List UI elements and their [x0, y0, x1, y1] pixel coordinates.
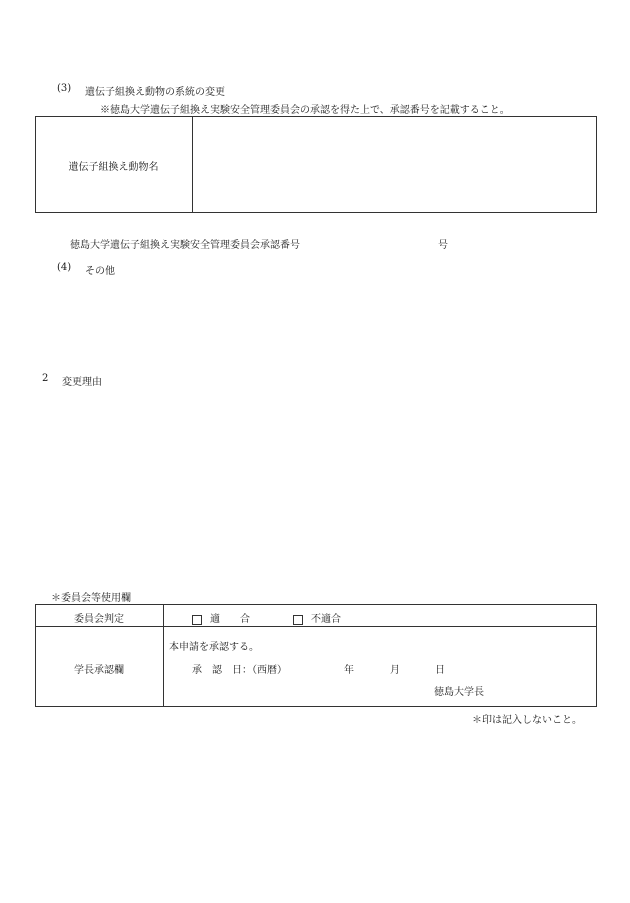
animal-name-label: 遺伝子組換え動物名 [68, 162, 159, 173]
suitable-label: 適 合 [210, 614, 250, 625]
option-suitable[interactable] [192, 610, 250, 625]
section4-number: (4) [57, 262, 72, 273]
approval-number-suffix: 号 [438, 240, 448, 251]
reason-number: 2 [42, 373, 49, 384]
section4-title: その他 [85, 266, 115, 277]
committee-table-row-divider [35, 626, 597, 627]
approval-day-label: 日 [435, 665, 445, 676]
approval-number-field[interactable] [345, 232, 433, 250]
signer-title: 徳島大学長 [434, 687, 484, 698]
approval-date-label: 承 認 日：（西暦） [192, 665, 287, 676]
judgment-label: 委員会判定 [74, 614, 124, 625]
unsuitable-checkbox[interactable] [293, 615, 303, 625]
option-unsuitable[interactable] [293, 610, 341, 625]
section3-title: 遺伝子組換え動物の系統の変更 [85, 87, 225, 98]
unsuitable-label: 不適合 [311, 614, 341, 625]
president-approval-label: 学長承認欄 [74, 665, 124, 676]
animal-name-table-divider [192, 116, 193, 213]
section3-number: (3) [57, 83, 72, 94]
reason-title: 変更理由 [62, 377, 102, 388]
approval-number-label: 徳島大学遺伝子組換え実験安全管理委員会承認番号 [70, 240, 300, 251]
reason-field[interactable] [42, 392, 597, 577]
suitable-checkbox[interactable] [192, 615, 202, 625]
other-field[interactable] [57, 280, 597, 360]
section3-note: ※徳島大学遺伝子組換え実験安全管理委員会の承認を得た上で、承認番号を記載すること。 [100, 105, 510, 116]
committee-heading: ＊委員会等使用欄 [51, 593, 131, 604]
committee-footnote: ＊印は記入しないこと。 [472, 715, 582, 726]
committee-table-divider [163, 604, 164, 707]
approval-year-label: 年 [344, 665, 354, 676]
animal-name-field[interactable] [194, 118, 594, 210]
approve-statement: 本申請を承認する。 [169, 642, 259, 653]
approval-month-label: 月 [390, 665, 400, 676]
